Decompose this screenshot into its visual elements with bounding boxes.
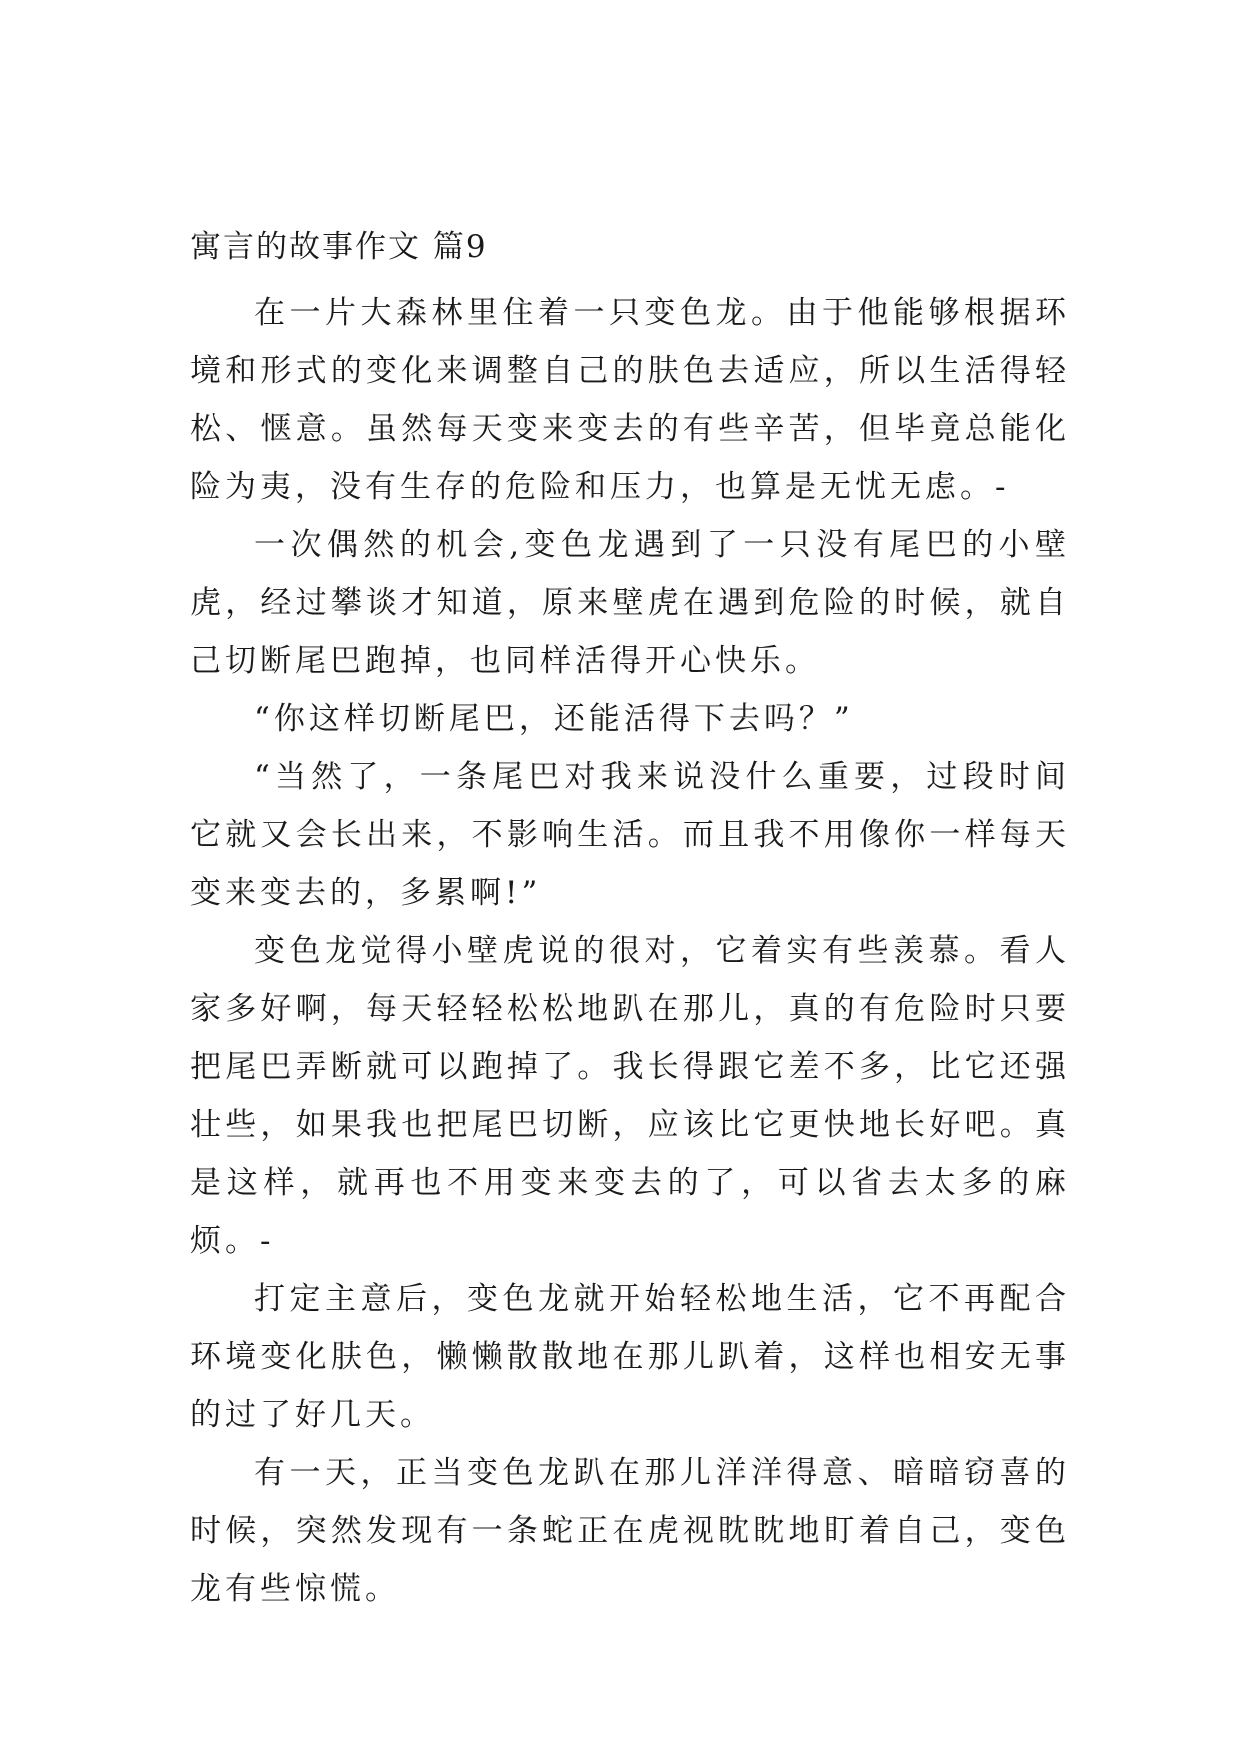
paragraph-6: 打定主意后，变色龙就开始轻松地生活，它不再配合环境变化肤色，懒懒散散地在那儿趴着，这样也相安无事的过了好几天。 xyxy=(190,1281,1070,1433)
paragraph-3-dialogue: “你这样切断尾巴，还能活得下去吗？” xyxy=(254,701,854,737)
essay-title: 寓言的故事作文 篇9 xyxy=(190,229,488,265)
paragraph-1: 在一片大森林里住着一只变色龙。由于他能够根据环境和形式的变化来调整自己的肤色去适应，所以生活得轻松、惬意。虽然每天变来变去的有些辛苦，但毕竟总能化险为夷，没有生存的危险和压力，也算是无忧无虑。- xyxy=(190,295,1070,505)
paragraph-5: 变色龙觉得小壁虎说的很对，它着实有些羡慕。看人家多好啊，每天轻轻松松地趴在那儿，真的有危险时只要把尾巴弄断就可以跑掉了。我长得跟它差不多，比它还强壮些，如果我也把尾巴切断，应该比它更快地长好吧。真是这样，就再也不用变来变去的了，可以省去太多的麻烦。- xyxy=(190,933,1070,1259)
paragraph-2: 一次偶然的机会,变色龙遇到了一只没有尾巴的小壁虎，经过攀谈才知道，原来壁虎在遇到危险的时候，就自己切断尾巴跑掉，也同样活得开心快乐。 xyxy=(190,527,1070,679)
paragraph-7: 有一天，正当变色龙趴在那儿洋洋得意、暗暗窃喜的时候，突然发现有一条蛇正在虎视眈眈地盯着自己，变色龙有些惊慌。 xyxy=(190,1455,1070,1607)
document-body xyxy=(190,220,1070,1618)
paragraph-4-dialogue: “当然了，一条尾巴对我来说没什么重要，过段时间它就又会长出来，不影响生活。而且我不用像你一样每天变来变去的，多累啊!” xyxy=(190,759,1070,911)
